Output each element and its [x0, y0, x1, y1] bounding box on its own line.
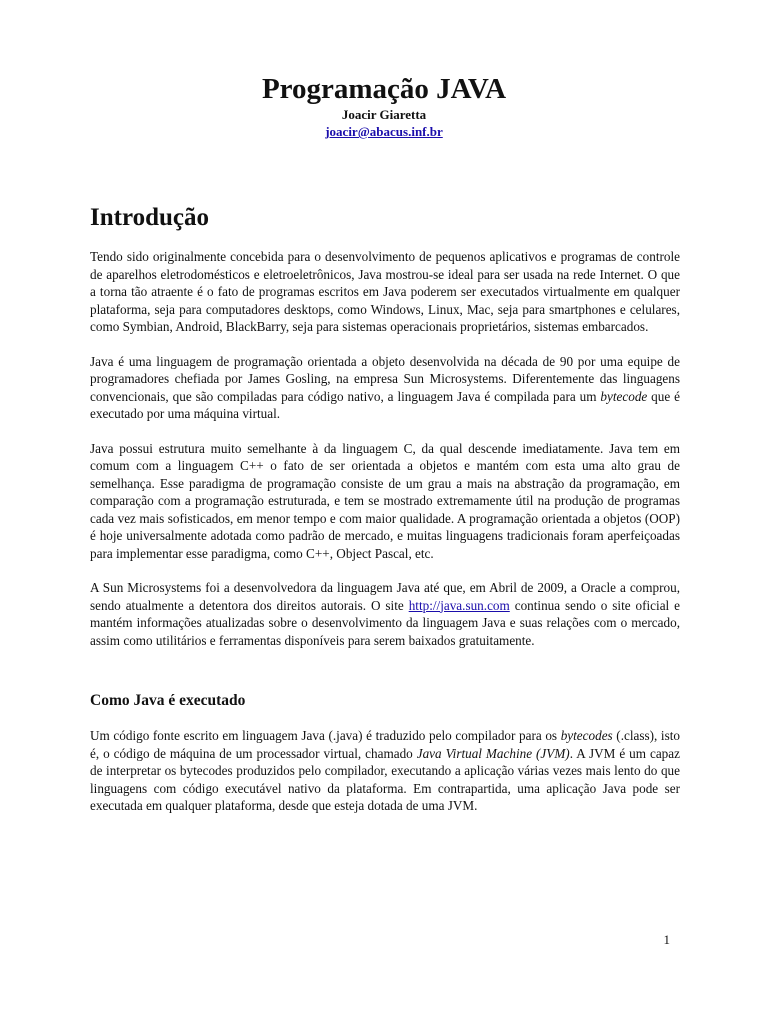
bytecodes-term: bytecodes [560, 728, 613, 743]
author-email-link[interactable]: joacir@abacus.inf.br [325, 124, 443, 139]
intro-paragraph-4-text-a: A Sun Microsystems foi a desenvolvedora da linguagem Java até que, em Abril de 2009, a Oracle a comprou, sendo atualmente a detentora dos direitos autorais. O site [90, 580, 680, 613]
exec-paragraph-text-c: . A JVM é um capaz de interpretar os bytecodes produzidos pelo compilador, executando a aplicação várias vezes mais lento do que linguagens com código executável nativo da plataforma. Em contrapartida, uma aplicação Java pode ser executada em qualquer plataforma, desde que esteja dotada de uma JVM. [90, 745, 680, 813]
intro-paragraph-2 [90, 353, 680, 423]
section-heading-introducao: Introdução [90, 204, 210, 231]
document-header [0, 72, 768, 141]
intro-paragraph-4-text-b: continua sendo o site oficial e mantém informações atualizadas sobre o desenvolvimento da linguagem Java e suas relações com o mercado, assim como utilitários e ferramentas disponíveis para serem baixados gratuitamente. [90, 597, 680, 648]
exec-paragraph [90, 727, 680, 815]
page-number: 1 [663, 932, 670, 947]
section-heading-como-java-e-executado: Como Java é executado [90, 692, 246, 709]
bytecode-term: bytecode [600, 388, 648, 404]
intro-paragraph-4 [90, 579, 680, 649]
intro-paragraph-2-text-a: Java é uma linguagem de programação orientada a objeto desenvolvida na década de 90 por uma equipe de programadores chefiada por James Gosling, na empresa Sun Microsystems. Diferentemente das linguagens convencionais, que são compiladas para código nativo, a linguagem Java é compilada para um [90, 353, 680, 404]
intro-paragraph-1: Tendo sido originalmente concebida para o desenvolvimento de pequenos aplicativos e programas de controle de aparelhos eletrodomésticos e eletroeletrônicos, Java mostrou-se ideal para ser usada na rede Internet. O que a torna tão atraente é o fato de programas escritos em Java poderem ser executados virtualmente em qualquer plataforma, seja para computadores desktops, como Windows, Linux, Mac, seja para smartphones e celulares, como Symbian, Android, BlackBarry, seja para sistemas operacionais proprietários, sistemas embarcados. [90, 249, 680, 334]
exec-paragraph-text-b: (.class), isto é, o código de máquina de um processador virtual, chamado [90, 728, 680, 761]
exec-paragraph-text-a: Um código fonte escrito em linguagem Java (.java) é traduzido pelo compilador para os [90, 728, 561, 743]
author-name: Joacir Giaretta [341, 107, 427, 122]
jvm-term: Java Virtual Machine (JVM) [416, 745, 570, 761]
intro-paragraph-2-text-b: que é executado por uma máquina virtual. [90, 388, 680, 421]
document-body [90, 200, 680, 832]
intro-paragraph-3: Java possui estrutura muito semelhante à da linguagem C, da qual descende imediatamente. Java tem em comum com a linguagem C++ o fato de ser orientada a objetos e mantém com esta uma alto grau de semelhança. Esse paradigma de programação consiste de um grau a mais na abstração da programação, em comparação com a programação estruturada, e tem se mostrado extremamente útil na produção de programas cada vez mais sofisticados, em menor tempo e com maior qualidade. A programação orientada a objetos (OOP) é hoje universalmente adotada como padrão de mercado, e muitas linguagens tradicionais foram aperfeiçoadas para implementar esse paradigma, como C++, Object Pascal, etc. [90, 440, 680, 561]
java-sun-link[interactable]: http://java.sun.com [408, 597, 510, 613]
document-title: Programação JAVA [261, 73, 507, 105]
